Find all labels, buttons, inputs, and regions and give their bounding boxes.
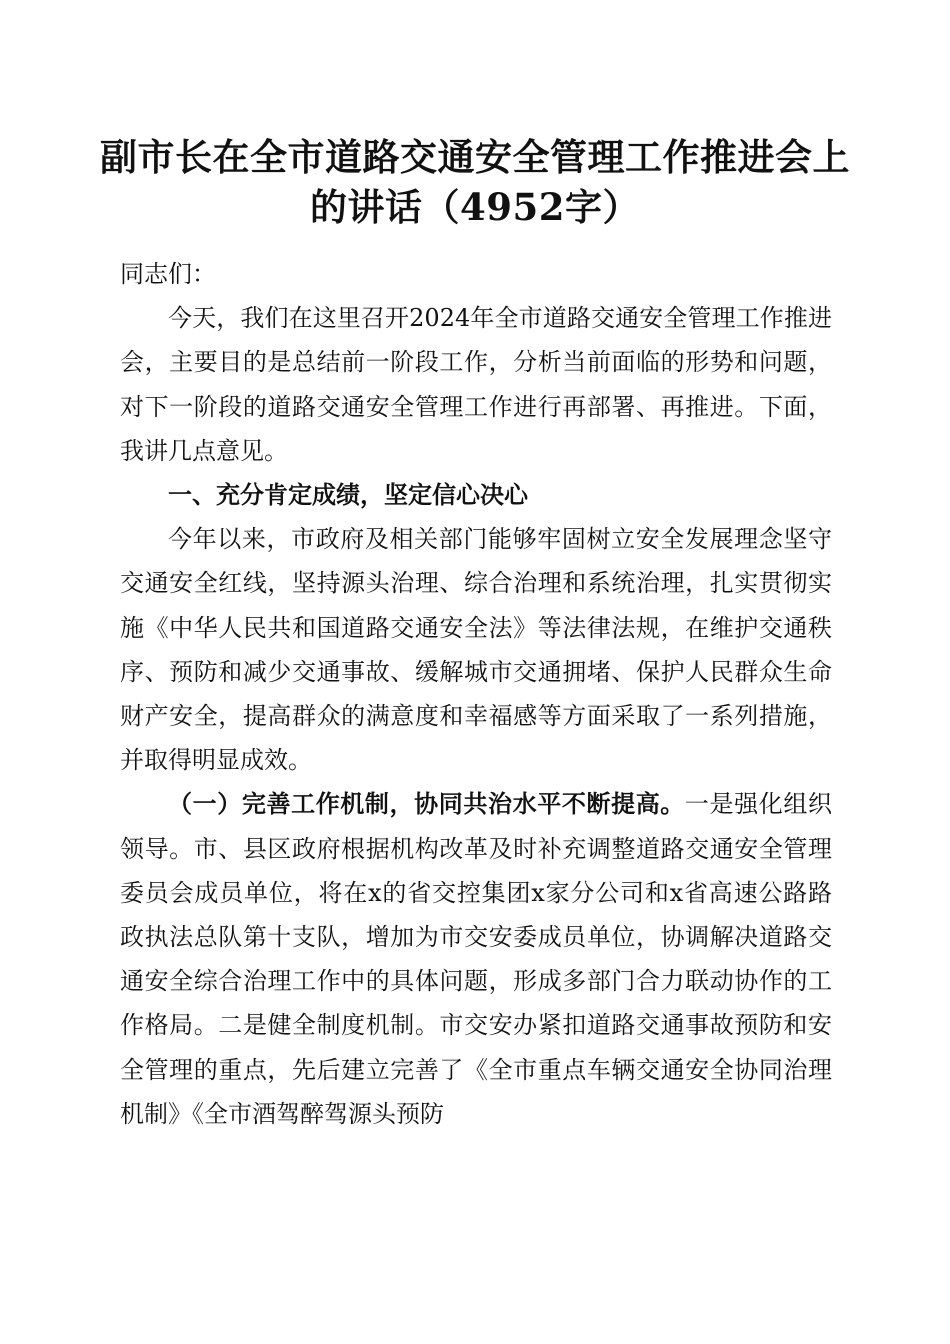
section-1-heading: 一、充分肯定成绩，坚定信心决心 <box>168 481 528 510</box>
subsection-1-body: 一是强化组织领导。市、县区政府根据机构改革及时补充调整道路交通安全管理委员会成员单位，将在x的省交控集团x家分公司和x省高速公路路政执法总队第十支队，增加为市交安委成员单位，协调解决道路交通安全综合治理工作中的具体问题，形成多部门合力联动协作的工作格局。二是健全制度机制。市交安办紧扣道路交通事故预防和安全管理的重点，先后建立完善了《全市重点车辆交通安全协同治理机制》《全市酒驾醉驾源头预防 <box>120 790 832 1128</box>
subsection-1-heading: （一）完善工作机制，协同共治水平不断提高。 <box>168 790 685 819</box>
document-title <box>90 132 860 232</box>
title-line-2: 的讲话（4952字） <box>310 185 640 229</box>
section-1-paragraph: 今年以来，市政府及相关部门能够牢固树立安全发展理念坚守交通安全红线，坚持源头治理、综合治理和系统治理，扎实贯彻实施《中华人民共和国道路交通安全法》等法律法规，在维护交通秩序、预防和减少交通事故、缓解城市交通拥堵、保护人民群众生命财产安全，提高群众的满意度和幸福感等方面采取了一系列措施，并取得明显成效。 <box>120 525 832 775</box>
subsection-1-paragraph <box>120 782 832 1136</box>
salutation: 同志们： <box>120 260 216 288</box>
title-line-1: 副市长在全市道路交通安全管理工作推进会上 <box>100 135 850 179</box>
intro-paragraph: 今天，我们在这里召开2024年全市道路交通安全管理工作推进会，主要目的是总结前一阶段工作，分析当前面临的形势和问题，对下一阶段的道路交通安全管理工作进行再部署、再推进。下面，我讲几点意见。 <box>120 304 832 465</box>
document-body <box>120 252 832 1136</box>
